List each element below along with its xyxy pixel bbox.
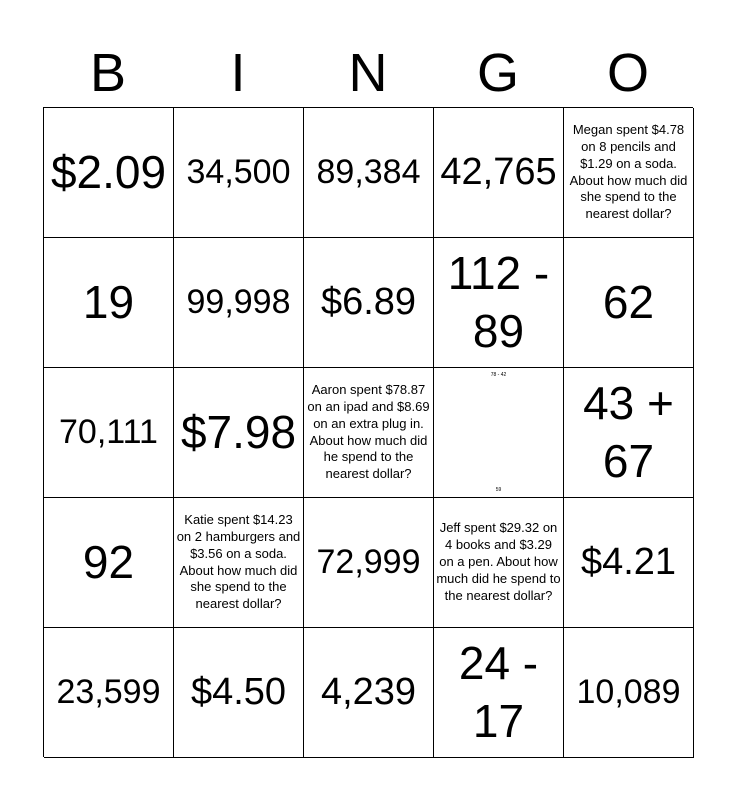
- bingo-cell: Megan spent $4.78 on 8 pencils and $1.29 on a soda. About how much did she spend to the nearest dollar?: [564, 108, 694, 238]
- bingo-cell: [434, 368, 564, 498]
- bingo-cell: 62: [564, 238, 694, 368]
- bingo-cell-bottom-text: 59: [495, 487, 502, 493]
- bingo-cell: 4,239: [304, 628, 434, 758]
- bingo-cell-top-text: 78 - 42: [490, 372, 507, 378]
- bingo-cell: 42,765: [434, 108, 564, 238]
- bingo-cell: 23,599: [44, 628, 174, 758]
- bingo-cell: Katie spent $14.23 on 2 hamburgers and $3.56 on a soda. About how much did she spend to the nearest dollar?: [174, 498, 304, 628]
- bingo-cell: 10,089: [564, 628, 694, 758]
- bingo-cell: 99,998: [174, 238, 304, 368]
- bingo-card-grid: [43, 107, 693, 757]
- bingo-cell: 112 - 89: [434, 238, 564, 368]
- bingo-cell: 92: [44, 498, 174, 628]
- bingo-cell: 70,111: [44, 368, 174, 498]
- bingo-cell: $6.89: [304, 238, 434, 368]
- header-letter-n: N: [348, 43, 388, 103]
- bingo-header: [43, 40, 693, 106]
- header-letter-o: O: [606, 43, 649, 103]
- bingo-cell: 34,500: [174, 108, 304, 238]
- bingo-cell: 24 - 17: [434, 628, 564, 758]
- bingo-cell: 72,999: [304, 498, 434, 628]
- bingo-cell: 19: [44, 238, 174, 368]
- header-letter-b: B: [89, 43, 127, 103]
- header-letter-g: G: [476, 43, 519, 103]
- bingo-cell: $4.50: [174, 628, 304, 758]
- bingo-cell: $7.98: [174, 368, 304, 498]
- bingo-cell: $2.09: [44, 108, 174, 238]
- bingo-cell: 89,384: [304, 108, 434, 238]
- bingo-cell: Jeff spent $29.32 on 4 books and $3.29 on a pen. About how much did he spend to the nearest dollar?: [434, 498, 564, 628]
- bingo-cell: Aaron spent $78.87 on an ipad and $8.69 on an extra plug in. About how much did he spend to the nearest dollar?: [304, 368, 434, 498]
- bingo-cell: $4.21: [564, 498, 694, 628]
- header-letter-i: I: [230, 43, 246, 103]
- bingo-cell: 43 + 67: [564, 368, 694, 498]
